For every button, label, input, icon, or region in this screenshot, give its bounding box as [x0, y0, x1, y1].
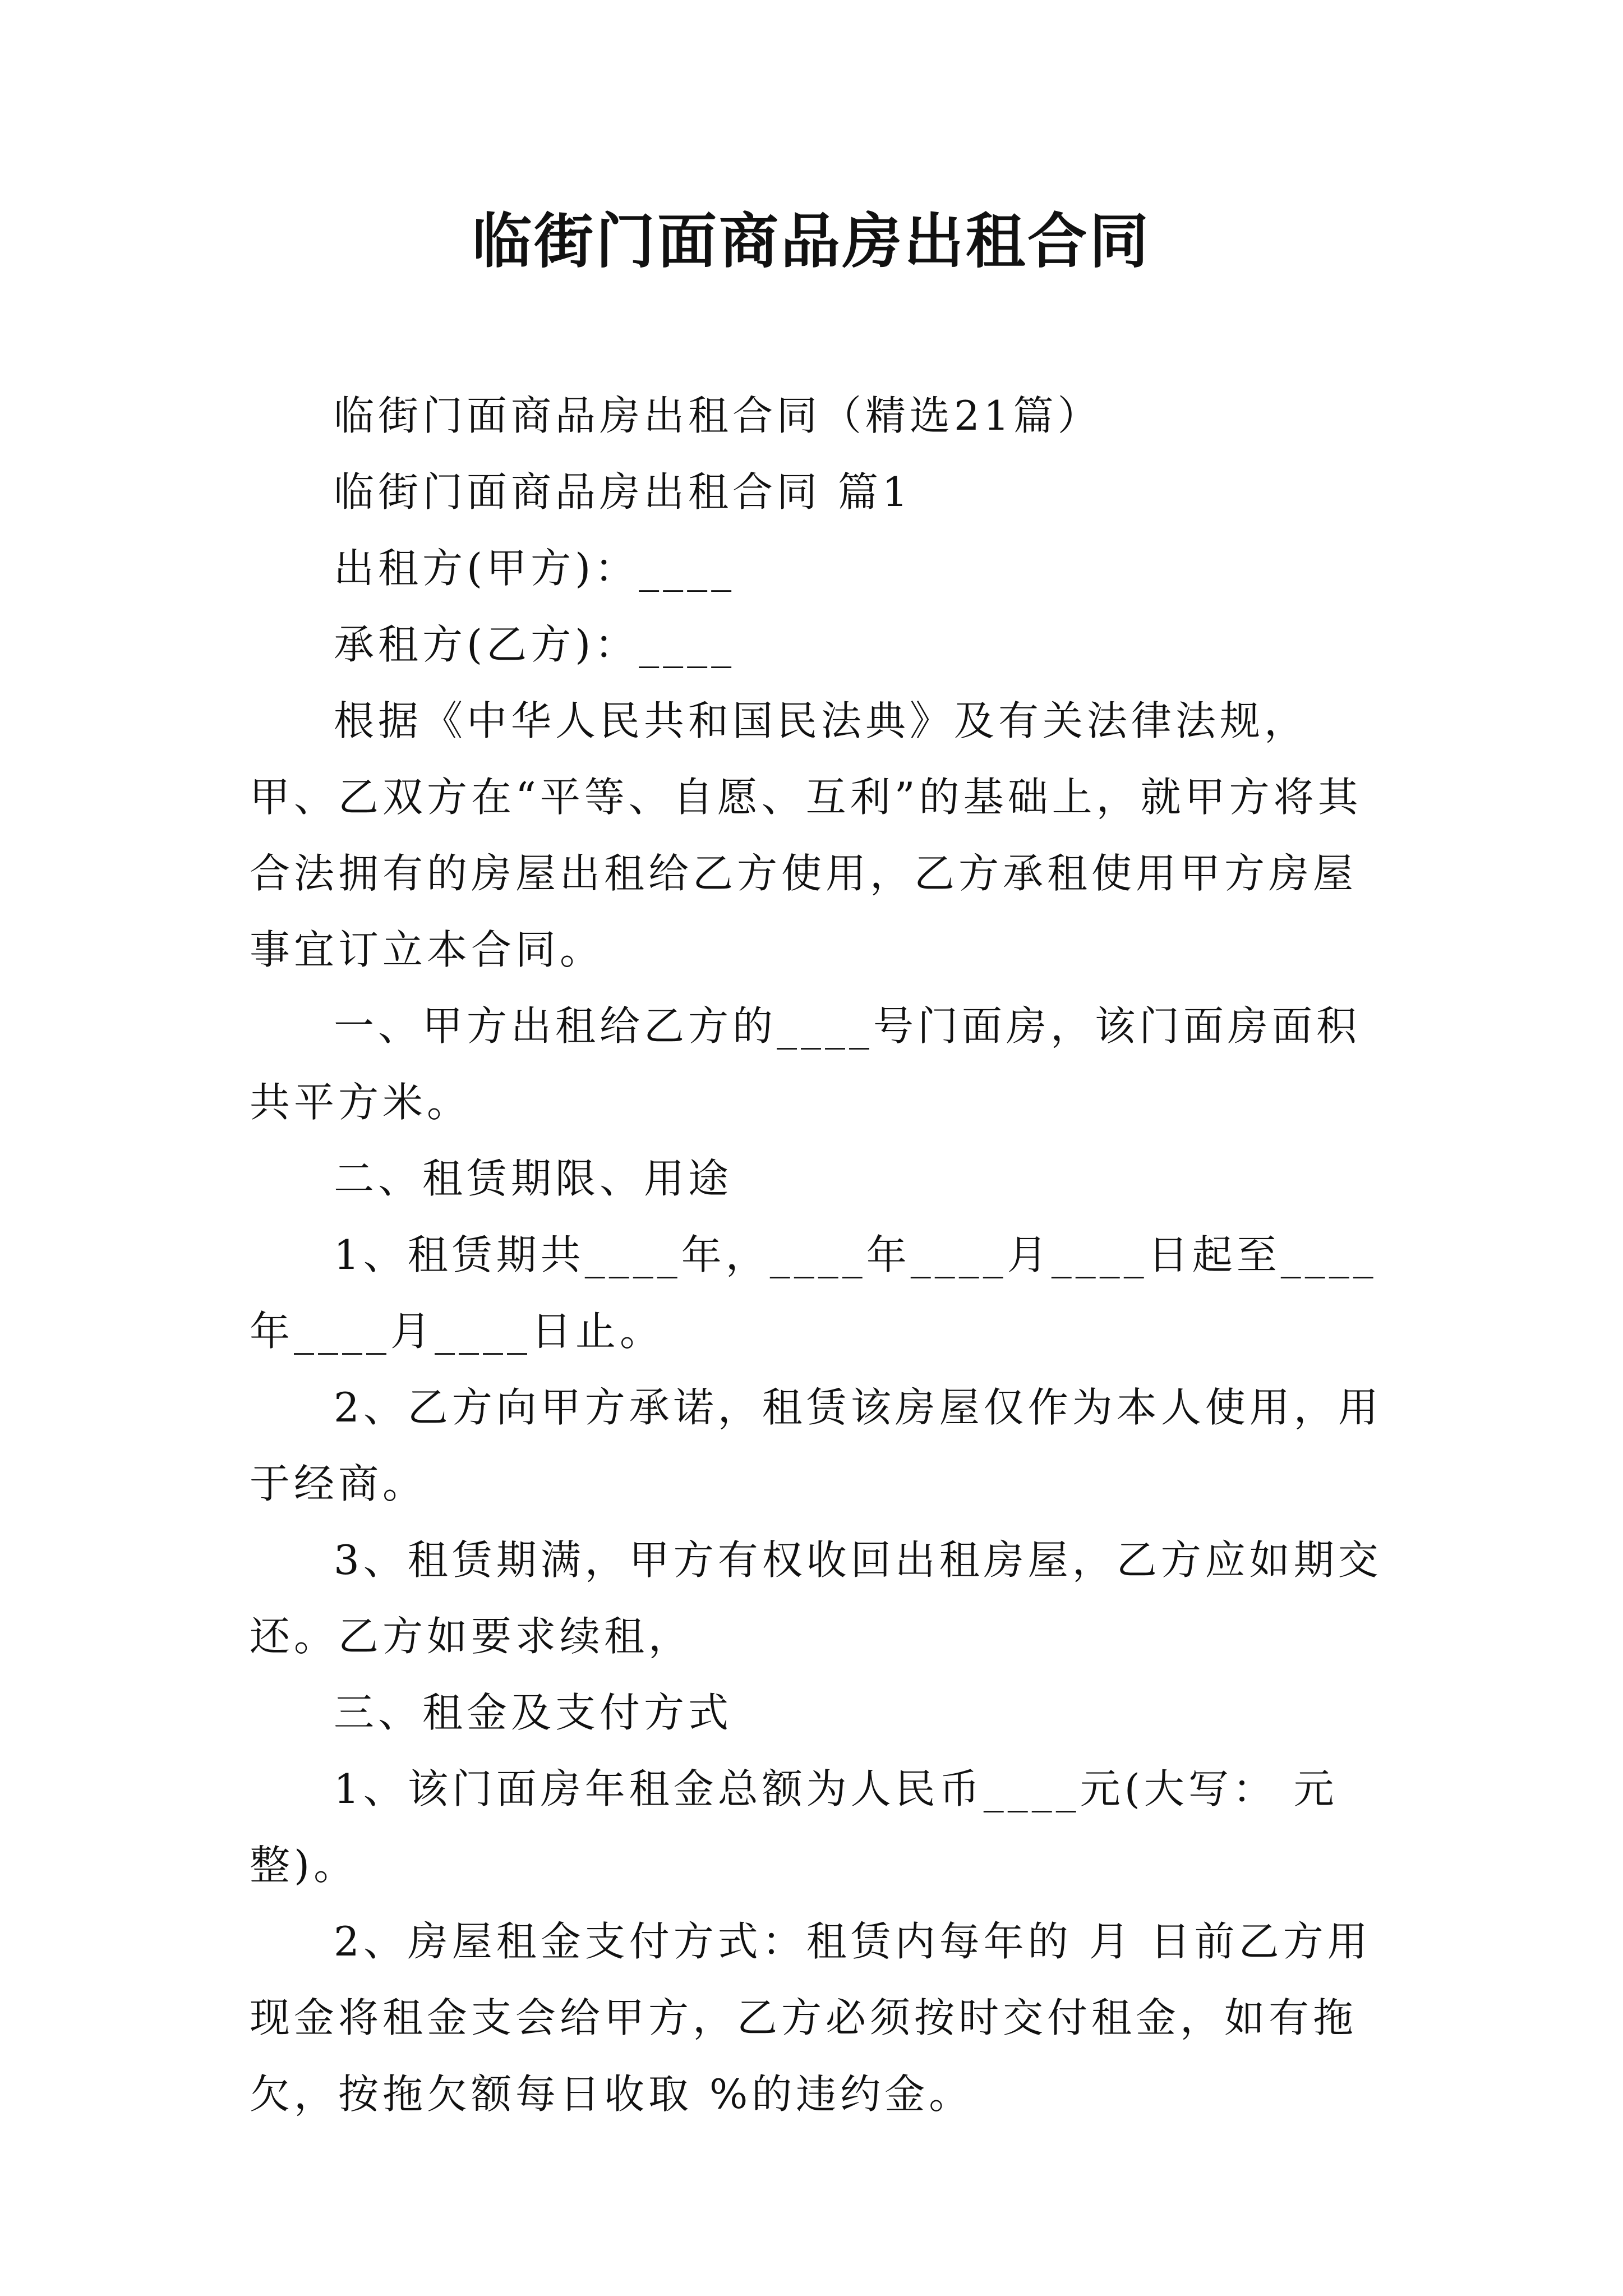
- lessor-line: 出租方(甲方)：____: [334, 545, 736, 592]
- clause-2-heading: 二、租赁期限、用途: [334, 1155, 733, 1202]
- clause-2-item-3: 3、租赁期满，甲方有权收回出租房屋，乙方应如期交还。乙方如要求续租，: [250, 1536, 1382, 1660]
- preamble-paragraph: 根据《中华人民共和国民法典》及有关法律法规，甲、乙双方在“平等、自愿、互利”的基础上，就甲方将其合法拥有的房屋出租给乙方使用，乙方承租使用甲方房屋事宜订立本合同。: [250, 697, 1362, 973]
- lessee-line: 承租方(乙方)：____: [334, 621, 736, 668]
- document-title: 临街门面商品房出租合同: [472, 206, 1151, 276]
- document-body: [250, 378, 1388, 2132]
- clause-3-item-2: 2、房屋租金支付方式：租赁内每年的 月 日前乙方用现金将租金支会给甲方，乙方必须按时交付租金，如有拖欠，按拖欠额每日收取 %的违约金。: [250, 1918, 1372, 2118]
- clause-3-heading: 三、租金及支付方式: [334, 1689, 733, 1736]
- clause-2-item-2: 2、乙方向甲方承诺，租赁该房屋仅作为本人使用，用于经商。: [250, 1384, 1382, 1507]
- clause-2-item-1: 1、租赁期共____年，____年____月____日起至____年____月____日止。: [250, 1231, 1377, 1355]
- clause-3-item-1: 1、该门面房年租金总额为人民币____元(大写： 元整)。: [250, 1765, 1338, 1889]
- clause-1-paragraph: 一、甲方出租给乙方的____号门面房，该门面房面积共平方米。: [250, 1002, 1361, 1126]
- subtitle-paragraph: 临街门面商品房出租合同（精选21篇）: [334, 392, 1102, 439]
- section-heading: 临街门面商品房出租合同 篇1: [334, 468, 912, 516]
